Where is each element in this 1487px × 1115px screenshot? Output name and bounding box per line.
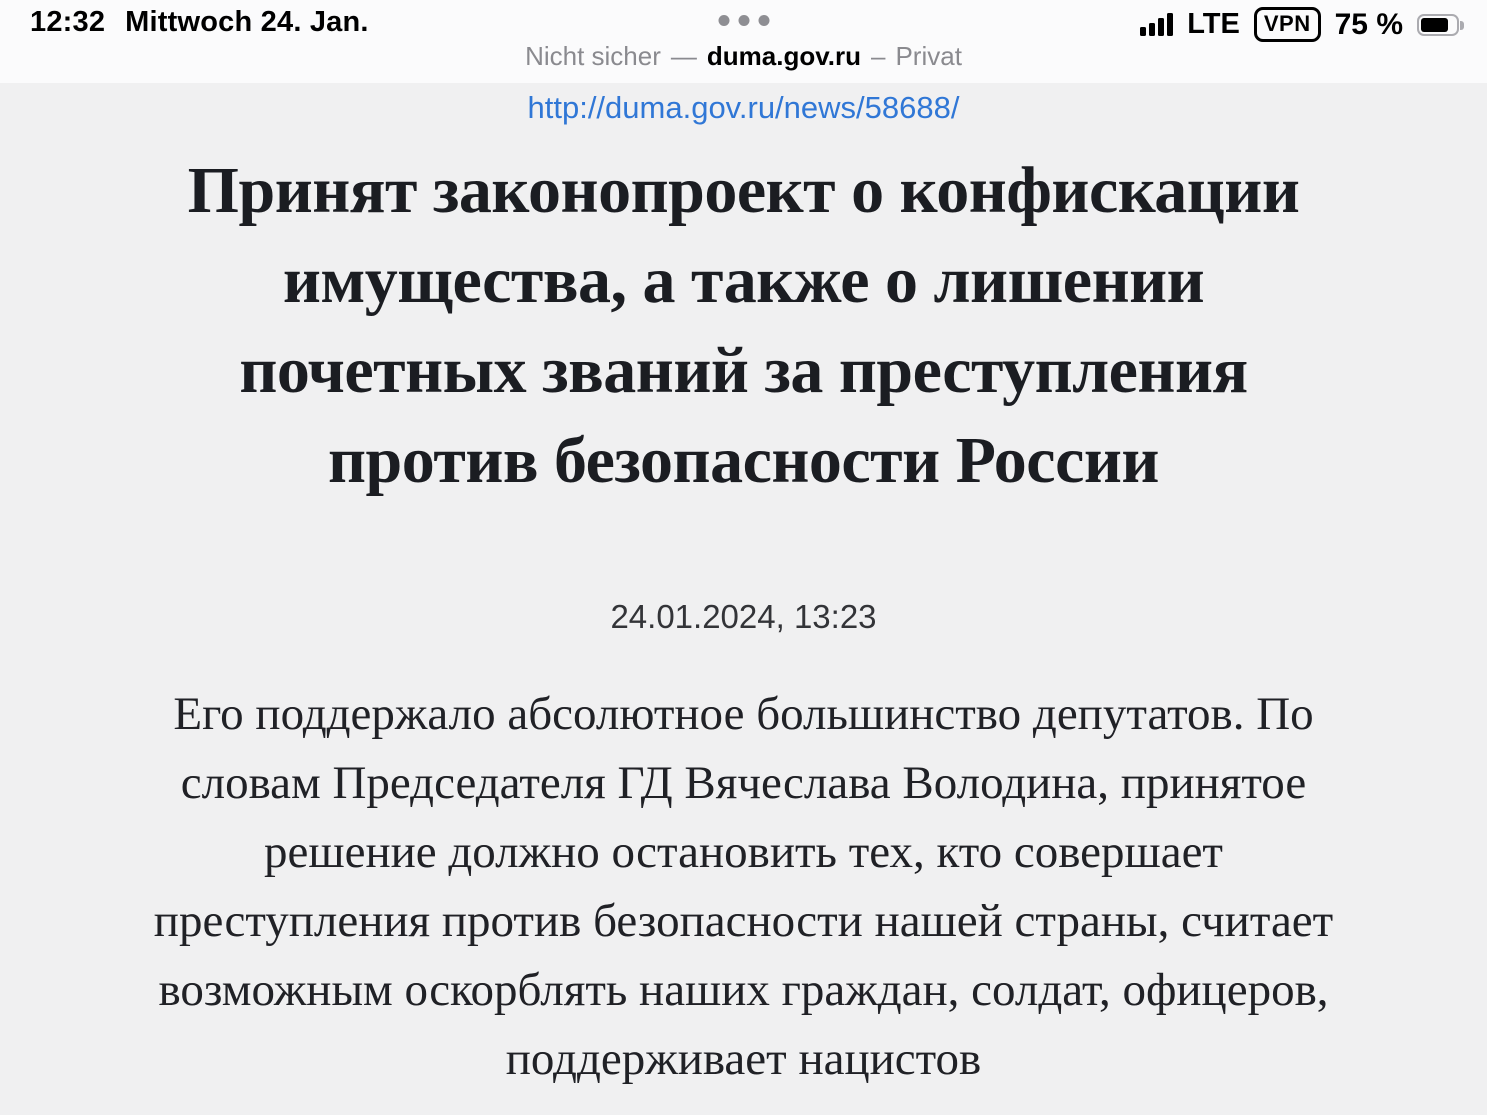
dot	[758, 15, 769, 26]
page-content	[0, 83, 1487, 1115]
security-status-label: Nicht sicher	[525, 41, 661, 71]
toolbar-dots-icon[interactable]	[718, 15, 769, 26]
article-headline	[60, 146, 1427, 506]
headline-line: против безопасности России	[328, 424, 1159, 497]
statusbar-right	[1140, 7, 1459, 42]
body-line: поддерживает нацистов	[505, 1033, 982, 1085]
headline-line: Принят законопроект о конфискации	[187, 154, 1300, 227]
article-body	[56, 680, 1431, 1094]
battery-icon	[1417, 14, 1459, 36]
body-line: преступления против безопасности нашей страны, считает	[153, 895, 1334, 947]
vpn-badge: VPN	[1254, 7, 1321, 42]
private-mode-label: Privat	[895, 41, 962, 71]
cellular-signal-icon	[1140, 13, 1173, 36]
statusbar-date: Mittwoch 24. Jan.	[125, 6, 369, 38]
article-url-link[interactable]: http://duma.gov.ru/news/58688/	[527, 90, 960, 125]
headline-line: имущества, а также о лишении	[282, 244, 1205, 317]
publish-date: 24.01.2024, 13:23	[610, 598, 877, 635]
body-line: словам Председателя ГД Вячеслава Володина, принятое	[180, 757, 1307, 809]
separator: —	[670, 41, 697, 71]
dot	[738, 15, 749, 26]
body-line: возможным оскорблять наших граждан, солдат, офицеров,	[158, 964, 1329, 1016]
body-line: решение должно остановить тех, кто совершает	[264, 826, 1223, 878]
separator: –	[870, 41, 886, 71]
battery-fill	[1421, 18, 1448, 32]
network-type-label: LTE	[1187, 8, 1240, 40]
statusbar-left	[30, 6, 369, 39]
headline-line: почетных званий за преступления	[239, 334, 1248, 407]
dot	[718, 15, 729, 26]
body-line: Его поддержало абсолютное большинство депутатов. По	[173, 688, 1314, 740]
browser-chrome	[0, 0, 1487, 83]
address-bar[interactable]	[0, 41, 1487, 72]
battery-percent-label: 75 %	[1334, 7, 1403, 41]
statusbar-time: 12:32	[30, 6, 106, 38]
domain-label: duma.gov.ru	[706, 41, 861, 71]
article-url-row	[0, 83, 1487, 126]
